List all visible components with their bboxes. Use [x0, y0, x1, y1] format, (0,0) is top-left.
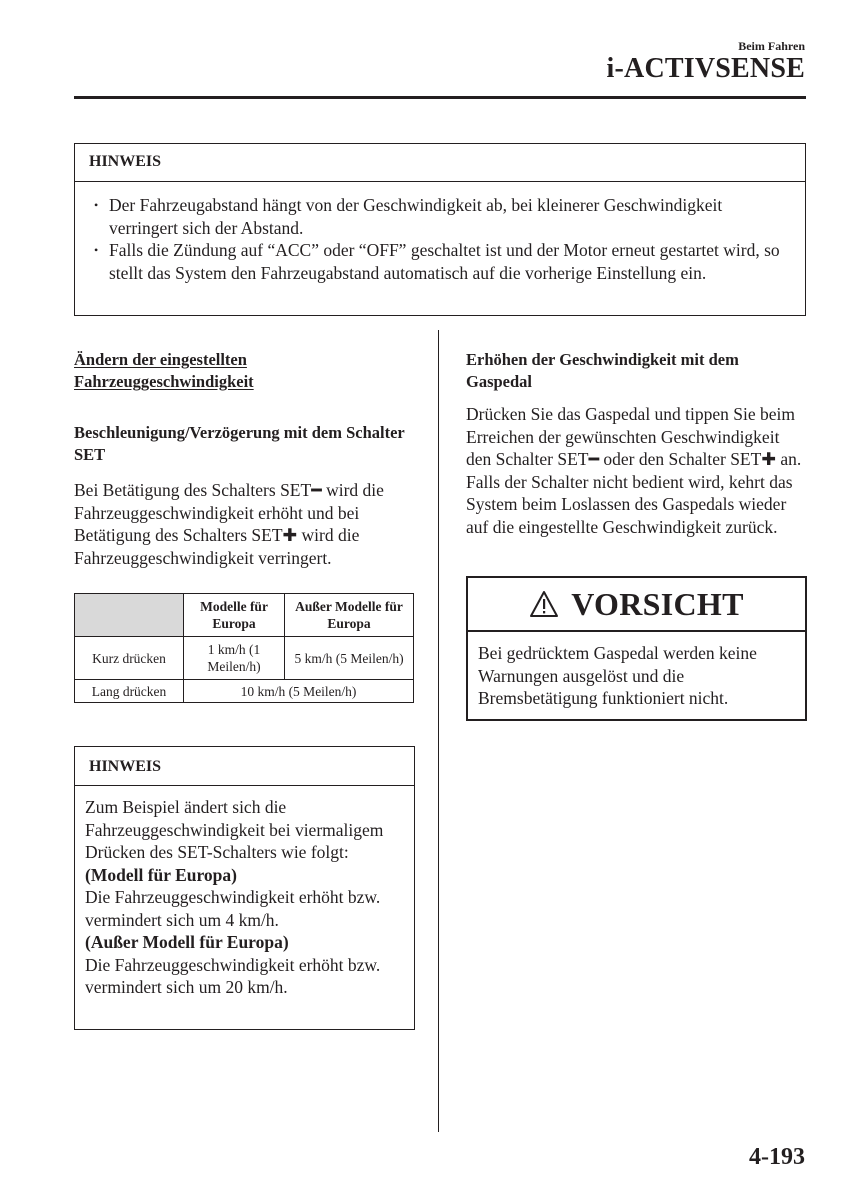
- set-switch-paragraph: Bei Betätigung des Schalters SET━ wird die Fahrzeuggeschwindigkeit erhöht und bei Betätigung des Schalters SET✚ wird die Fahrzeuggeschwindigkeit verringert.: [74, 480, 384, 568]
- note-heading: HINWEIS: [75, 144, 805, 182]
- caution-header: [468, 578, 805, 632]
- table-header-europe: Modelle für Europa: [184, 594, 285, 637]
- warning-triangle-icon: [529, 590, 559, 618]
- accelerator-paragraph: Drücken Sie das Gaspedal und tippen Sie beim Erreichen der gewünschten Geschwindigkeit den Schalter SET━ oder den Schalter SET✚ an. Falls der Schalter nicht bedient wird, kehrt das System beim Loslassen des Gaspedals wieder auf die eingestellte Geschwindigkeit zurück.: [466, 404, 802, 537]
- note-label-europe: (Modell für Europa): [85, 864, 237, 885]
- table-cell: 10 km/h (5 Meilen/h): [184, 680, 414, 703]
- note-heading: HINWEIS: [75, 747, 414, 786]
- table-corner-cell: [75, 594, 184, 637]
- note-item: • Der Fahrzeugabstand hängt von der Geschwindigkeit ab, bei kleinerer Geschwindigkeit verringert sich der Abstand.: [109, 194, 785, 239]
- table-cell: 5 km/h (5 Meilen/h): [285, 637, 414, 680]
- header-rule: [74, 96, 806, 99]
- table-header-non-europe: Außer Modelle für Europa: [285, 594, 414, 637]
- table-row-label: Lang drücken: [75, 680, 184, 703]
- note-item: • Falls die Zündung auf “ACC” oder “OFF” geschaltet ist und der Motor erneut gestartet wird, so stellt das System den Fahrzeugabstand automatisch auf die vorherige Einstellung ein.: [109, 239, 785, 284]
- column-divider: [438, 330, 439, 1132]
- note-box-top: [74, 143, 806, 316]
- page-number: 4-193: [749, 1144, 805, 1170]
- subsection-title: Beschleunigung/Verzögerung mit dem Schalter SET: [74, 423, 405, 464]
- table-row-label: Kurz drücken: [75, 637, 184, 680]
- speed-step-table: [74, 593, 414, 703]
- note-body: [75, 786, 414, 999]
- table-cell: 1 km/h (1 Meilen/h): [184, 637, 285, 680]
- header-section-label: Beim Fahren: [738, 39, 805, 53]
- subsection-title-right: Erhöhen der Geschwindigkeit mit dem Gaspedal: [466, 350, 739, 391]
- section-title-line: Fahrzeuggeschwindigkeit: [74, 372, 254, 391]
- section-title: [74, 349, 414, 393]
- section-title-line: Ändern der eingestellten: [74, 350, 247, 369]
- caution-box: [466, 576, 807, 721]
- note-text-europe: Die Fahrzeuggeschwindigkeit erhöht bzw. vermindert sich um 4 km/h.: [85, 887, 381, 930]
- page-title: i-ACTIVSENSE: [606, 53, 805, 84]
- note-box-left: [74, 746, 415, 1030]
- note-list: [75, 182, 805, 284]
- caution-heading: VORSICHT: [571, 585, 744, 622]
- note-intro: Zum Beispiel ändert sich die Fahrzeuggeschwindigkeit bei viermaligem Drücken des SET-Schalters wie folgt:: [85, 797, 384, 862]
- caution-text: Bei gedrücktem Gaspedal werden keine Warnungen ausgelöst und die Bremsbetätigung funktioniert nicht.: [478, 643, 757, 708]
- note-label-non-europe: (Außer Modell für Europa): [85, 932, 289, 952]
- note-text-non-europe: Die Fahrzeuggeschwindigkeit erhöht bzw. vermindert sich um 20 km/h.: [85, 954, 381, 997]
